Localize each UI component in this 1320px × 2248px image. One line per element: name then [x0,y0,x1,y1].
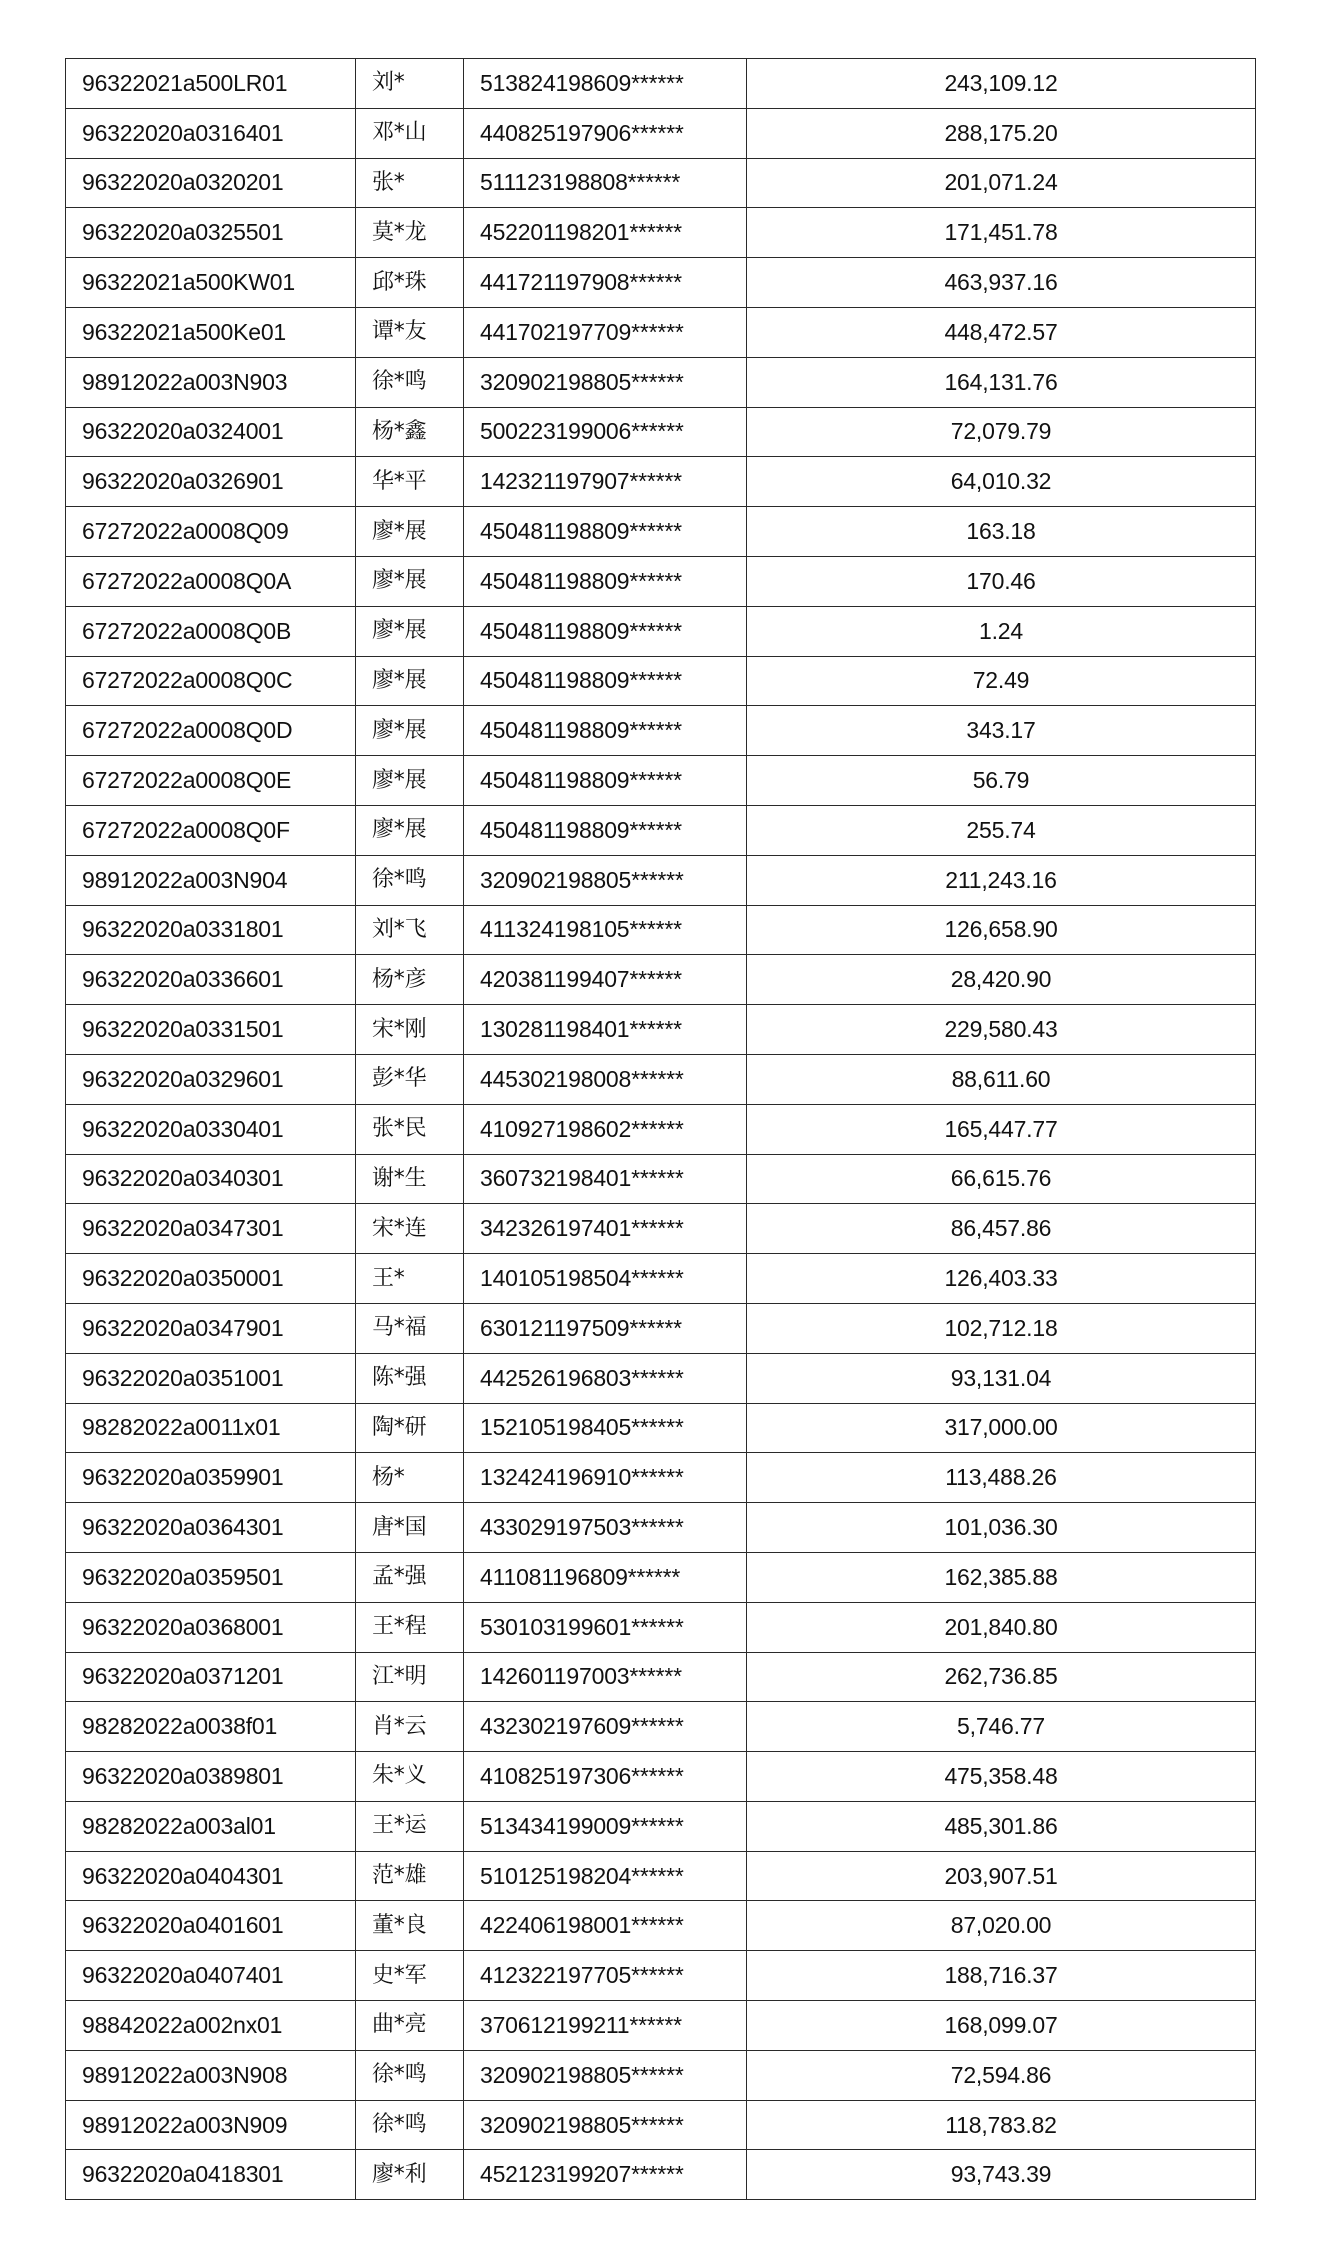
holder-name-cell: 王*运 [356,1801,464,1851]
id-number-cell: 450481198809****** [464,706,747,756]
holder-name-cell: 董*良 [356,1901,464,1951]
id-number-cell: 513434199009****** [464,1801,747,1851]
amount-cell: 5,746.77 [747,1702,1256,1752]
holder-name-cell: 华*平 [356,457,464,507]
table-row [66,1503,1256,1553]
table-row [66,258,1256,308]
holder-name-cell: 莫*龙 [356,208,464,258]
holder-name-cell: 张* [356,158,464,208]
table-row [66,1901,1256,1951]
account-number-cell: 96322020a0364301 [66,1503,356,1553]
table-row [66,756,1256,806]
id-number-cell: 410927198602****** [464,1104,747,1154]
table-row [66,158,1256,208]
id-number-cell: 432302197609****** [464,1702,747,1752]
table-row [66,1154,1256,1204]
account-number-cell: 96322020a0401601 [66,1901,356,1951]
account-number-cell: 96322021a500Ke01 [66,307,356,357]
amount-cell: 1.24 [747,606,1256,656]
holder-name-cell: 廖*展 [356,656,464,706]
holder-name-cell: 史*军 [356,1951,464,2001]
holder-name-cell: 陈*强 [356,1353,464,1403]
table-row [66,1104,1256,1154]
id-number-cell: 320902198805****** [464,855,747,905]
account-number-cell: 96322020a0340301 [66,1154,356,1204]
account-number-cell: 96322020a0359901 [66,1453,356,1503]
id-number-cell: 630121197509****** [464,1303,747,1353]
account-number-cell: 96322020a0389801 [66,1752,356,1802]
id-number-cell: 152105198405****** [464,1403,747,1453]
table-row [66,1851,1256,1901]
holder-name-cell: 肖*云 [356,1702,464,1752]
holder-name-cell: 邱*珠 [356,258,464,308]
table-row [66,556,1256,606]
holder-name-cell: 孟*强 [356,1552,464,1602]
amount-cell: 211,243.16 [747,855,1256,905]
account-number-cell: 67272022a0008Q0D [66,706,356,756]
table-row [66,1054,1256,1104]
id-number-cell: 513824198609****** [464,59,747,109]
account-number-cell: 67272022a0008Q0C [66,656,356,706]
table-row [66,2050,1256,2100]
holder-name-cell: 宋*刚 [356,1005,464,1055]
account-number-cell: 96322020a0324001 [66,407,356,457]
holder-name-cell: 曲*亮 [356,2001,464,2051]
amount-cell: 170.46 [747,556,1256,606]
account-number-cell: 96322020a0351001 [66,1353,356,1403]
table-row [66,507,1256,557]
holder-name-cell: 王* [356,1254,464,1304]
holder-name-cell: 唐*国 [356,1503,464,1553]
account-number-cell: 98912022a003N909 [66,2100,356,2150]
table-row [66,955,1256,1005]
amount-cell: 64,010.32 [747,457,1256,507]
account-number-cell: 67272022a0008Q0A [66,556,356,606]
table-row [66,1403,1256,1453]
amount-cell: 88,611.60 [747,1054,1256,1104]
id-number-cell: 450481198809****** [464,756,747,806]
holder-name-cell: 陶*研 [356,1403,464,1453]
id-number-cell: 140105198504****** [464,1254,747,1304]
amount-cell: 288,175.20 [747,108,1256,158]
id-number-cell: 370612199211****** [464,2001,747,2051]
amount-cell: 463,937.16 [747,258,1256,308]
id-number-cell: 450481198809****** [464,606,747,656]
amount-cell: 343.17 [747,706,1256,756]
holder-name-cell: 谭*友 [356,307,464,357]
amount-cell: 475,358.48 [747,1752,1256,1802]
table-row [66,357,1256,407]
table-row [66,1204,1256,1254]
table-row [66,1303,1256,1353]
account-number-cell: 98912022a003N908 [66,2050,356,2100]
account-number-cell: 96322020a0325501 [66,208,356,258]
holder-name-cell: 张*民 [356,1104,464,1154]
account-number-cell: 96322020a0331501 [66,1005,356,1055]
table-row [66,2150,1256,2200]
id-number-cell: 450481198809****** [464,507,747,557]
amount-cell: 229,580.43 [747,1005,1256,1055]
amount-cell: 113,488.26 [747,1453,1256,1503]
amount-cell: 72,079.79 [747,407,1256,457]
account-number-cell: 96322020a0407401 [66,1951,356,2001]
id-number-cell: 440825197906****** [464,108,747,158]
holder-name-cell: 江*明 [356,1652,464,1702]
holder-name-cell: 徐*鸣 [356,2050,464,2100]
amount-cell: 102,712.18 [747,1303,1256,1353]
account-number-cell: 98912022a003N903 [66,357,356,407]
table-row [66,1652,1256,1702]
amount-cell: 188,716.37 [747,1951,1256,2001]
id-number-cell: 450481198809****** [464,805,747,855]
amount-cell: 126,658.90 [747,905,1256,955]
account-number-cell: 96322020a0330401 [66,1104,356,1154]
account-number-cell: 96322020a0347301 [66,1204,356,1254]
records-table [65,58,1256,2200]
id-number-cell: 441702197709****** [464,307,747,357]
table-row [66,656,1256,706]
holder-name-cell: 廖*展 [356,706,464,756]
id-number-cell: 510125198204****** [464,1851,747,1901]
account-number-cell: 96322021a500KW01 [66,258,356,308]
table-row [66,1752,1256,1802]
amount-cell: 86,457.86 [747,1204,1256,1254]
id-number-cell: 320902198805****** [464,2050,747,2100]
account-number-cell: 96322020a0368001 [66,1602,356,1652]
amount-cell: 66,615.76 [747,1154,1256,1204]
account-number-cell: 98282022a0011x01 [66,1403,356,1453]
amount-cell: 93,131.04 [747,1353,1256,1403]
table-row [66,457,1256,507]
table-row [66,1254,1256,1304]
amount-cell: 165,447.77 [747,1104,1256,1154]
amount-cell: 126,403.33 [747,1254,1256,1304]
id-number-cell: 500223199006****** [464,407,747,457]
id-number-cell: 441721197908****** [464,258,747,308]
amount-cell: 162,385.88 [747,1552,1256,1602]
holder-name-cell: 刘*飞 [356,905,464,955]
table-row [66,2001,1256,2051]
id-number-cell: 442526196803****** [464,1353,747,1403]
id-number-cell: 452123199207****** [464,2150,747,2200]
id-number-cell: 360732198401****** [464,1154,747,1204]
table-row [66,208,1256,258]
account-number-cell: 98912022a003N904 [66,855,356,905]
document-page [65,58,1255,2200]
amount-cell: 72.49 [747,656,1256,706]
table-row [66,407,1256,457]
account-number-cell: 96322020a0404301 [66,1851,356,1901]
amount-cell: 262,736.85 [747,1652,1256,1702]
amount-cell: 317,000.00 [747,1403,1256,1453]
holder-name-cell: 杨* [356,1453,464,1503]
id-number-cell: 422406198001****** [464,1901,747,1951]
id-number-cell: 142321197907****** [464,457,747,507]
id-number-cell: 410825197306****** [464,1752,747,1802]
table-row [66,59,1256,109]
id-number-cell: 411324198105****** [464,905,747,955]
table-row [66,1453,1256,1503]
table-row [66,1801,1256,1851]
holder-name-cell: 邓*山 [356,108,464,158]
account-number-cell: 96322021a500LR01 [66,59,356,109]
table-row [66,1353,1256,1403]
holder-name-cell: 徐*鸣 [356,2100,464,2150]
holder-name-cell: 廖*展 [356,507,464,557]
id-number-cell: 452201198201****** [464,208,747,258]
amount-cell: 163.18 [747,507,1256,557]
account-number-cell: 96322020a0347901 [66,1303,356,1353]
records-table-body [66,59,1256,2200]
holder-name-cell: 马*福 [356,1303,464,1353]
table-row [66,805,1256,855]
account-number-cell: 96322020a0371201 [66,1652,356,1702]
id-number-cell: 320902198805****** [464,2100,747,2150]
table-row [66,2100,1256,2150]
amount-cell: 485,301.86 [747,1801,1256,1851]
id-number-cell: 142601197003****** [464,1652,747,1702]
id-number-cell: 420381199407****** [464,955,747,1005]
amount-cell: 243,109.12 [747,59,1256,109]
account-number-cell: 96322020a0336601 [66,955,356,1005]
id-number-cell: 450481198809****** [464,556,747,606]
amount-cell: 168,099.07 [747,2001,1256,2051]
amount-cell: 448,472.57 [747,307,1256,357]
account-number-cell: 96322020a0418301 [66,2150,356,2200]
amount-cell: 203,907.51 [747,1851,1256,1901]
amount-cell: 28,420.90 [747,955,1256,1005]
table-row [66,1702,1256,1752]
account-number-cell: 67272022a0008Q0B [66,606,356,656]
id-number-cell: 130281198401****** [464,1005,747,1055]
id-number-cell: 450481198809****** [464,656,747,706]
table-row [66,606,1256,656]
amount-cell: 201,071.24 [747,158,1256,208]
amount-cell: 171,451.78 [747,208,1256,258]
holder-name-cell: 王*程 [356,1602,464,1652]
holder-name-cell: 彭*华 [356,1054,464,1104]
account-number-cell: 96322020a0316401 [66,108,356,158]
amount-cell: 72,594.86 [747,2050,1256,2100]
holder-name-cell: 宋*连 [356,1204,464,1254]
account-number-cell: 96322020a0359501 [66,1552,356,1602]
account-number-cell: 96322020a0329601 [66,1054,356,1104]
id-number-cell: 433029197503****** [464,1503,747,1553]
table-row [66,1005,1256,1055]
holder-name-cell: 徐*鸣 [356,855,464,905]
holder-name-cell: 刘* [356,59,464,109]
holder-name-cell: 朱*义 [356,1752,464,1802]
amount-cell: 201,840.80 [747,1602,1256,1652]
account-number-cell: 98842022a002nx01 [66,2001,356,2051]
account-number-cell: 67272022a0008Q09 [66,507,356,557]
amount-cell: 118,783.82 [747,2100,1256,2150]
account-number-cell: 96322020a0320201 [66,158,356,208]
table-row [66,1552,1256,1602]
id-number-cell: 411081196809****** [464,1552,747,1602]
id-number-cell: 530103199601****** [464,1602,747,1652]
holder-name-cell: 谢*生 [356,1154,464,1204]
account-number-cell: 96322020a0326901 [66,457,356,507]
holder-name-cell: 廖*展 [356,756,464,806]
table-row [66,1602,1256,1652]
account-number-cell: 98282022a003al01 [66,1801,356,1851]
amount-cell: 87,020.00 [747,1901,1256,1951]
id-number-cell: 342326197401****** [464,1204,747,1254]
id-number-cell: 320902198805****** [464,357,747,407]
holder-name-cell: 廖*展 [356,606,464,656]
holder-name-cell: 廖*利 [356,2150,464,2200]
amount-cell: 255.74 [747,805,1256,855]
table-row [66,307,1256,357]
holder-name-cell: 徐*鸣 [356,357,464,407]
amount-cell: 56.79 [747,756,1256,806]
amount-cell: 101,036.30 [747,1503,1256,1553]
table-row [66,905,1256,955]
table-row [66,855,1256,905]
account-number-cell: 98282022a0038f01 [66,1702,356,1752]
id-number-cell: 511123198808****** [464,158,747,208]
holder-name-cell: 杨*鑫 [356,407,464,457]
id-number-cell: 412322197705****** [464,1951,747,2001]
holder-name-cell: 杨*彦 [356,955,464,1005]
holder-name-cell: 廖*展 [356,556,464,606]
account-number-cell: 67272022a0008Q0E [66,756,356,806]
id-number-cell: 132424196910****** [464,1453,747,1503]
account-number-cell: 67272022a0008Q0F [66,805,356,855]
table-row [66,108,1256,158]
table-row [66,1951,1256,2001]
table-row [66,706,1256,756]
id-number-cell: 445302198008****** [464,1054,747,1104]
holder-name-cell: 范*雄 [356,1851,464,1901]
account-number-cell: 96322020a0350001 [66,1254,356,1304]
holder-name-cell: 廖*展 [356,805,464,855]
amount-cell: 164,131.76 [747,357,1256,407]
account-number-cell: 96322020a0331801 [66,905,356,955]
amount-cell: 93,743.39 [747,2150,1256,2200]
